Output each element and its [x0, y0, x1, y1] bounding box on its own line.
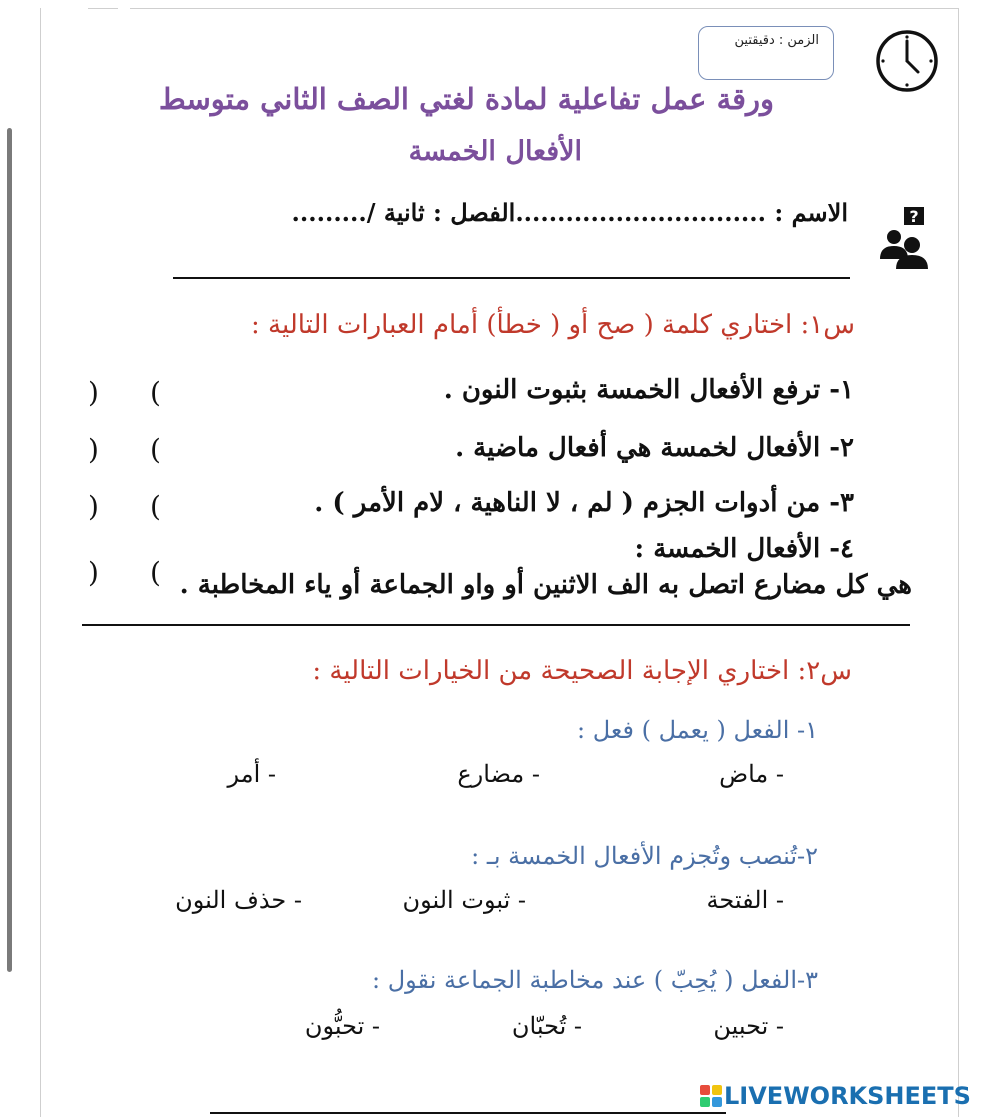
statement-1: ١- ترفع الأفعال الخمسة بثبوت النون .	[443, 375, 854, 405]
page-frame-left	[40, 8, 41, 1117]
mcq-3-option-2[interactable]: - تُحبّان	[511, 1012, 582, 1040]
liveworksheets-logo-icon	[700, 1085, 722, 1107]
clock-icon	[874, 28, 940, 94]
mcq-2-option-2[interactable]: - ثبوت النون	[402, 886, 526, 914]
worksheet-subtitle: الأفعال الخمسة	[408, 136, 582, 167]
answer-slot-4-close: )	[88, 556, 99, 589]
name-class-line: الاسم : ..............................الفصل : ثانية /.........	[291, 198, 848, 227]
statement-2: ٢- الأفعال لخمسة هي أفعال ماضية .	[455, 433, 854, 463]
answer-slot-1-close: )	[88, 376, 99, 409]
page-frame-top-left	[88, 8, 118, 9]
time-label: الزمن : دقيقتين	[698, 26, 834, 80]
logo-square	[712, 1097, 722, 1107]
mcq-2-option-3[interactable]: - حذف النون	[175, 886, 302, 914]
statement-3: ٣- من أدوات الجزم ( لم ، لا الناهية ، لام الأمر ) .	[314, 488, 854, 518]
mcq-3-question: ٣-الفعل ( يُحِبّ ) عند مخاطبة الجماعة نقول :	[372, 966, 818, 994]
answer-slot-1-open: (	[150, 376, 161, 409]
logo-square	[700, 1097, 710, 1107]
statement-4: ٤- الأفعال الخمسة :	[634, 534, 854, 564]
mcq-2-option-1[interactable]: - الفتحة	[706, 886, 784, 914]
svg-text:?: ?	[909, 207, 919, 226]
mcq-2-question: ٢-تُنصب وتُجزم الأفعال الخمسة بـ :	[471, 842, 818, 870]
mcq-1-option-3[interactable]: - أمر	[227, 760, 276, 788]
mcq-1-option-1[interactable]: - ماض	[719, 760, 784, 788]
scrollbar[interactable]	[7, 128, 12, 972]
divider	[210, 1112, 726, 1114]
students-icon	[878, 203, 928, 271]
mcq-1-option-2[interactable]: - مضارع	[457, 760, 540, 788]
logo-text: LIVEWORKSHEETS	[724, 1082, 971, 1110]
page-frame-top	[130, 8, 958, 9]
worksheet-title: ورقة عمل تفاعلية لمادة لغتي الصف الثاني متوسط	[158, 82, 774, 116]
question1-heading: س١: اختاري كلمة ( صح أو ( خطأ) أمام العبارات التالية :	[251, 310, 855, 340]
logo-square	[712, 1085, 722, 1095]
logo-square	[700, 1085, 710, 1095]
page-frame-right	[958, 8, 959, 1117]
divider	[173, 277, 850, 279]
mcq-1-question: ١- الفعل ( يعمل ) فعل :	[577, 716, 818, 744]
statement-4-definition: هي كل مضارع اتصل به الف الاثنين أو واو الجماعة أو ياء المخاطبة .	[179, 570, 912, 600]
answer-slot-3-open: (	[150, 490, 161, 523]
mcq-3-option-1[interactable]: - تحبين	[713, 1012, 784, 1040]
answer-slot-2-open: (	[150, 433, 161, 466]
liveworksheets-logo[interactable]	[700, 1080, 971, 1112]
answer-slot-2-close: )	[88, 433, 99, 466]
question2-heading: س٢: اختاري الإجابة الصحيحة من الخيارات التالية :	[312, 656, 852, 686]
divider	[82, 624, 910, 626]
mcq-3-option-3[interactable]: - تحبُّون	[304, 1012, 380, 1040]
answer-slot-4-open: (	[150, 556, 161, 589]
answer-slot-3-close: )	[88, 490, 99, 523]
